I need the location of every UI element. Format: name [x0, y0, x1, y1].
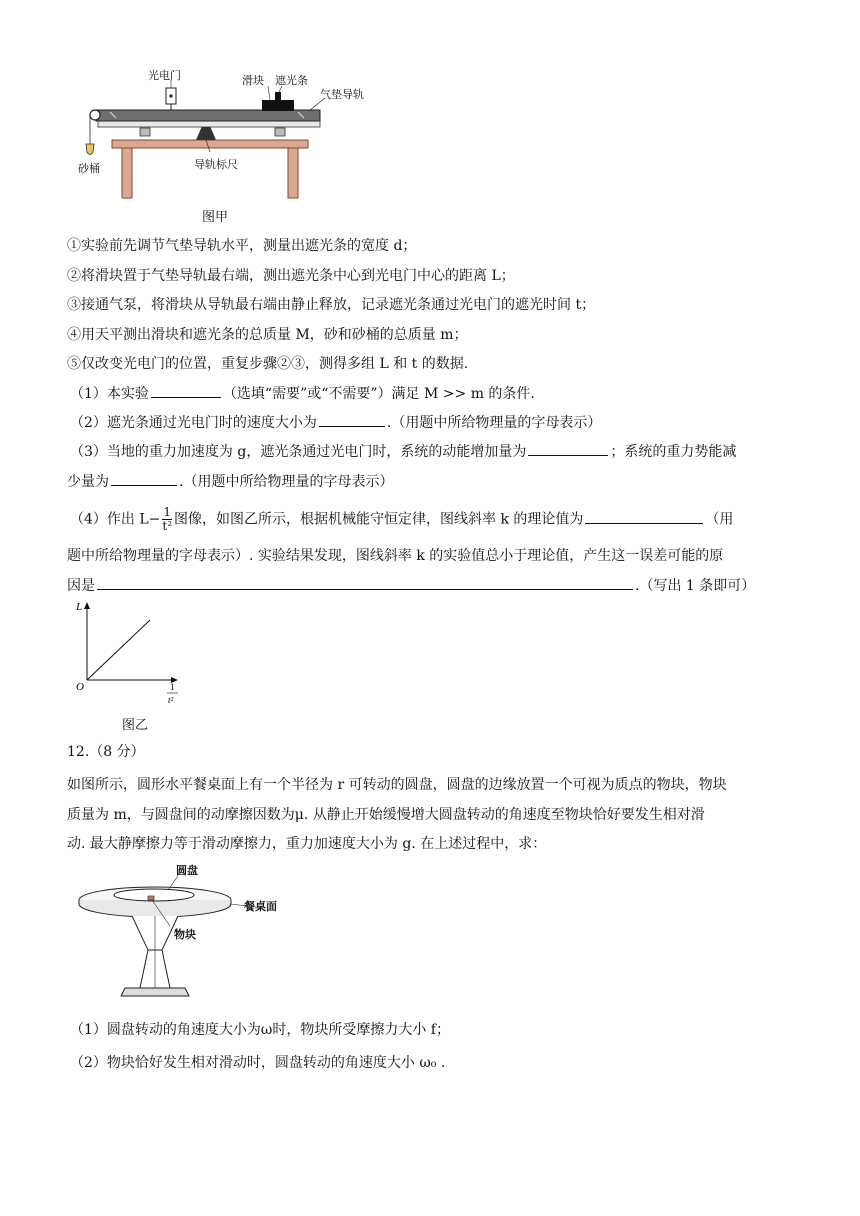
- figure-jia: [70, 60, 370, 210]
- problem-12-header: 12.（8 分）: [67, 744, 145, 760]
- question-2: （2）遮光条通过光电门时的速度大小为 .（用题中所给物理量的字母表示）: [70, 412, 601, 433]
- label-ruler: 导轨标尺: [194, 158, 238, 171]
- table-top: [112, 140, 308, 148]
- question-4-line-3: 因是 .（写出 1 条即可）: [67, 575, 755, 596]
- label-block: 物块: [174, 928, 196, 941]
- answer-blank-1[interactable]: [151, 383, 221, 398]
- fraction-1-over-t2: $\frac{1}{\text{t²}}$: [162, 505, 173, 533]
- problem-12-question-2: （2）物块恰好发生相对滑动时，圆盘转动的角速度大小 ω₀ .: [70, 1055, 446, 1071]
- question-1: （1）本实验 （选填“需要”或“不需要”）满足 M >> m 的条件.: [70, 383, 535, 404]
- problem-12-text-3: 动. 最大静摩擦力等于滑动摩擦力，重力加速度大小为 g. 在上述过程中，求：: [67, 836, 547, 852]
- label-sand-bucket: 砂桶: [78, 162, 100, 175]
- question-3-line-1: （3）当地的重力加速度为 g，遮光条通过光电门时，系统的动能增加量为 ；系统的重力势能减: [70, 441, 736, 462]
- table-leg-right: [288, 146, 298, 198]
- y-axis-label: L: [76, 601, 83, 613]
- problem-12-question-1: （1）圆盘转动的角速度大小为ω时，物块所受摩擦力大小 f；: [70, 1022, 450, 1038]
- question-4-line-2: 题中所给物理量的字母表示）. 实验结果发现，图线斜率 k 的实验值总小于理论值，产生这一误差可能的原: [67, 548, 724, 564]
- x-axis-label-num: 1: [170, 682, 175, 692]
- sand-bucket: [86, 144, 94, 155]
- figure-table: [70, 862, 290, 1002]
- label-shading-strip: 遮光条: [275, 74, 308, 87]
- step-4: ④用天平测出滑块和遮光条的总质量 M，砂和砂桶的总质量 m；: [67, 327, 468, 343]
- question-4-line-1: （4）作出 L− $\frac{1}{\text{t²}}$ 图像，如图乙所示，根据机械能守恒定律，图线斜率 k 的理论值为 （用: [70, 505, 734, 533]
- problem-12-text-2: 质量为 m，与圆盘间的动摩擦因数为μ. 从静止开始缓慢增大圆盘转动的角速度至物块恰好要发生相对滑: [67, 807, 705, 823]
- question-3-line-2: 少量为 .（用题中所给物理量的字母表示）: [67, 471, 393, 492]
- problem-12-text-1: 如图所示，圆形水平餐桌面上有一个半径为 r 可转动的圆盘，圆盘的边缘放置一个可视为质点的物块，物块: [67, 777, 727, 793]
- label-air-track: 气垫导轨: [320, 88, 364, 101]
- answer-blank-2[interactable]: [319, 412, 385, 427]
- x-axis-label-den: t²: [168, 695, 174, 705]
- slider-block: [262, 100, 294, 111]
- answer-blank-3a[interactable]: [528, 441, 608, 456]
- graph-line: [87, 620, 150, 680]
- origin-label: O: [76, 681, 84, 693]
- ruler-stand: [196, 126, 216, 140]
- label-disc: 圆盘: [176, 864, 198, 877]
- answer-blank-4b[interactable]: [97, 575, 633, 590]
- label-table-surface: 餐桌面: [244, 900, 277, 913]
- caption-fig-jia: 图甲: [202, 210, 229, 225]
- answer-blank-4a[interactable]: [585, 509, 703, 524]
- step-1: ①实验前先调节气垫导轨水平，测量出遮光条的宽度 d；: [67, 238, 417, 254]
- air-track: [96, 110, 320, 121]
- shading-strip: [275, 92, 281, 101]
- table-leg-left: [122, 146, 132, 198]
- block: [148, 896, 154, 900]
- label-slider: 滑块: [242, 74, 264, 87]
- step-2: ②将滑块置于气垫导轨最右端，测出遮光条中心到光电门中心的距离 L；: [67, 268, 515, 284]
- figure-yi: [70, 598, 190, 710]
- caption-fig-yi: 图乙: [122, 718, 149, 733]
- step-5: ⑤仅改变光电门的位置，重复步骤②③，测得多组 L 和 t 的数据.: [67, 356, 469, 372]
- answer-blank-3b[interactable]: [111, 471, 177, 486]
- label-photogate: 光电门: [148, 69, 181, 82]
- step-3: ③接通气泵，将滑块从导轨最右端由静止释放，记录遮光条通过光电门的遮光时间 t；: [67, 297, 596, 313]
- pulley: [90, 110, 100, 120]
